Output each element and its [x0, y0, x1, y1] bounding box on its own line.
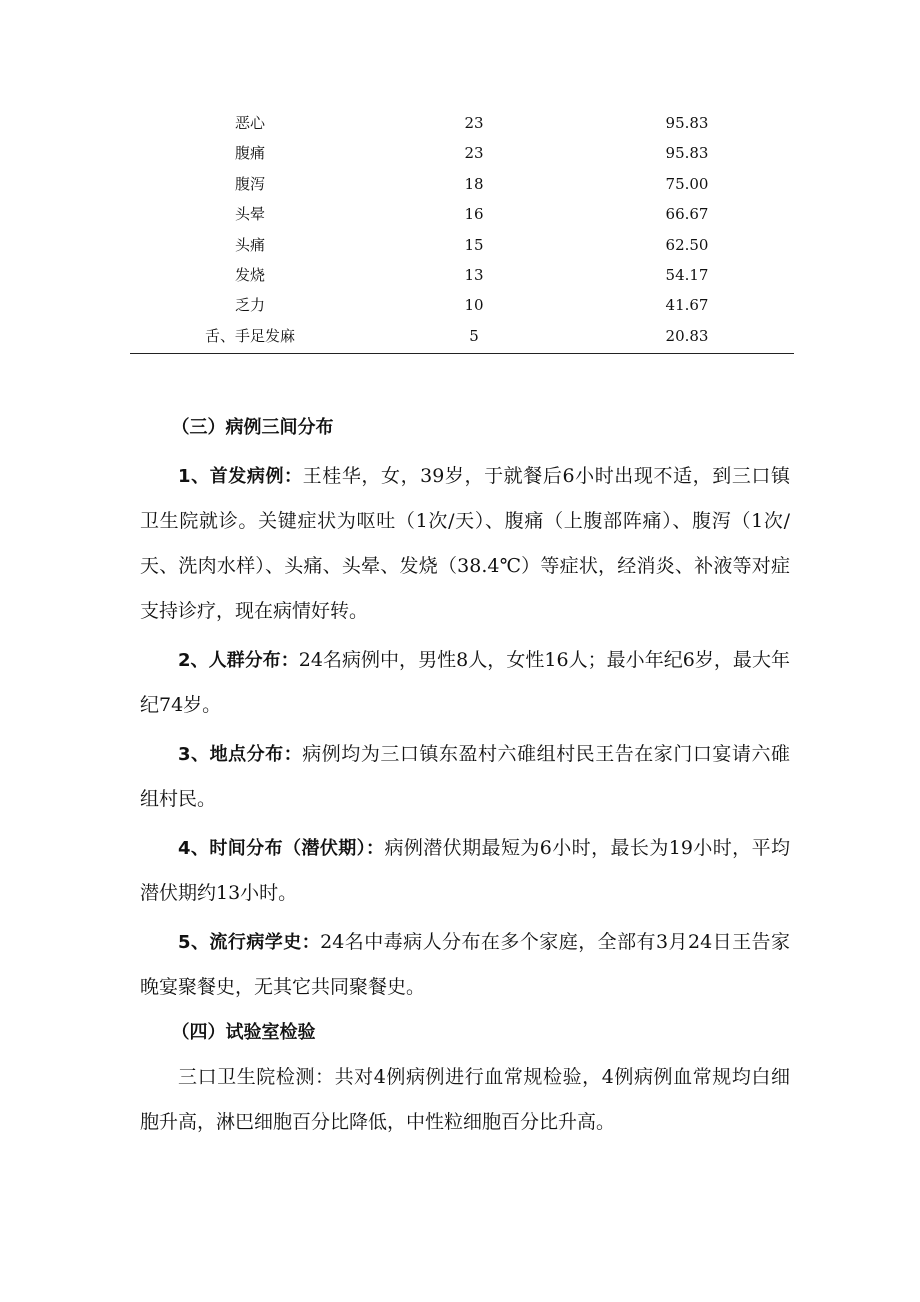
count-cell: 13: [464, 265, 484, 284]
symptom-cell: 头痛: [234, 235, 266, 254]
paragraph-lab: 三口卫生院检测：共对4例病例进行血常规检验，4例病例血常规均白细胞升高，淋巴细胞百分比降低，中性粒细胞百分比升高。: [140, 1066, 790, 1133]
count-cell: 5: [469, 326, 479, 345]
paragraph-label: 1、首发病例：: [178, 466, 303, 487]
paragraph-label: 4、时间分布（潜伏期）：: [178, 838, 385, 859]
symptom-cell: 头晕: [234, 205, 266, 224]
paragraph-epidemiology: [140, 920, 790, 1010]
paragraph-label: 5、流行病学史：: [178, 932, 321, 953]
count-cell: 15: [464, 235, 484, 254]
percent-cell: 66.67: [665, 205, 709, 224]
percent-cell: 75.00: [665, 174, 709, 193]
symptom-cell: 恶心: [234, 114, 266, 132]
paragraph-text: 王桂华，女，39岁，于就餐后6小时出现不适，到三口镇卫生院就诊。关键症状为呕吐（1次/天）、腹痛（上腹部阵痛）、腹泻（1次/天、洗肉水样）、头痛、头晕、发烧（38.4℃）等症状，经消炎、补液等对症支持诊疗，现在病情好转。: [140, 465, 790, 622]
count-cell: 23: [464, 114, 484, 132]
paragraph-label: 2、人群分布：: [178, 650, 299, 671]
table-bottom-rule: [130, 353, 794, 354]
symptom-cell: 腹泻: [234, 174, 266, 193]
percent-cell: 95.83: [665, 114, 709, 132]
section-heading: （四）试验室检验: [171, 1022, 316, 1043]
table-row: [130, 169, 794, 199]
table-row: [130, 138, 794, 168]
paragraph-text: 病例均为三口镇东盈村六碓组村民王告在家门口宴请六碓组村民。: [140, 743, 790, 810]
table-row: [130, 321, 794, 351]
paragraph-location: [140, 732, 790, 822]
count-cell: 10: [464, 296, 484, 315]
symptom-table: [130, 108, 794, 351]
percent-cell: 95.83: [665, 144, 709, 163]
table-row: [130, 199, 794, 229]
table-row: [130, 290, 794, 320]
paragraph-population: [140, 638, 790, 728]
count-cell: 16: [464, 205, 484, 224]
paragraph-text: 24名中毒病人分布在多个家庭，全部有3月24日王告家晚宴聚餐史，无其它共同聚餐史。: [140, 931, 790, 998]
paragraph-time: [140, 826, 790, 916]
percent-cell: 41.67: [665, 296, 709, 315]
table-row: [130, 230, 794, 260]
symptom-cell: 乏力: [234, 296, 266, 315]
count-cell: 18: [464, 174, 484, 193]
symptom-cell: 腹痛: [234, 144, 266, 163]
paragraph-text: 24名病例中，男性8人，女性16人；最小年纪6岁，最大年纪74岁。: [140, 649, 790, 716]
table-row: [130, 108, 794, 138]
percent-cell: 62.50: [665, 235, 709, 254]
symptom-cell: 舌、手足发麻: [204, 326, 296, 345]
percent-cell: 20.83: [665, 326, 709, 345]
section-heading: （三）病例三间分布: [171, 417, 334, 438]
percent-cell: 54.17: [665, 265, 709, 284]
body-text: [140, 405, 790, 1145]
paragraph-first-case: [140, 454, 790, 634]
table-row: [130, 260, 794, 290]
paragraph-text: 病例潜伏期最短为6小时，最长为19小时，平均潜伏期约13小时。: [140, 837, 790, 904]
symptom-cell: 发烧: [234, 265, 266, 284]
count-cell: 23: [464, 144, 484, 163]
paragraph-label: 3、地点分布：: [178, 744, 303, 765]
